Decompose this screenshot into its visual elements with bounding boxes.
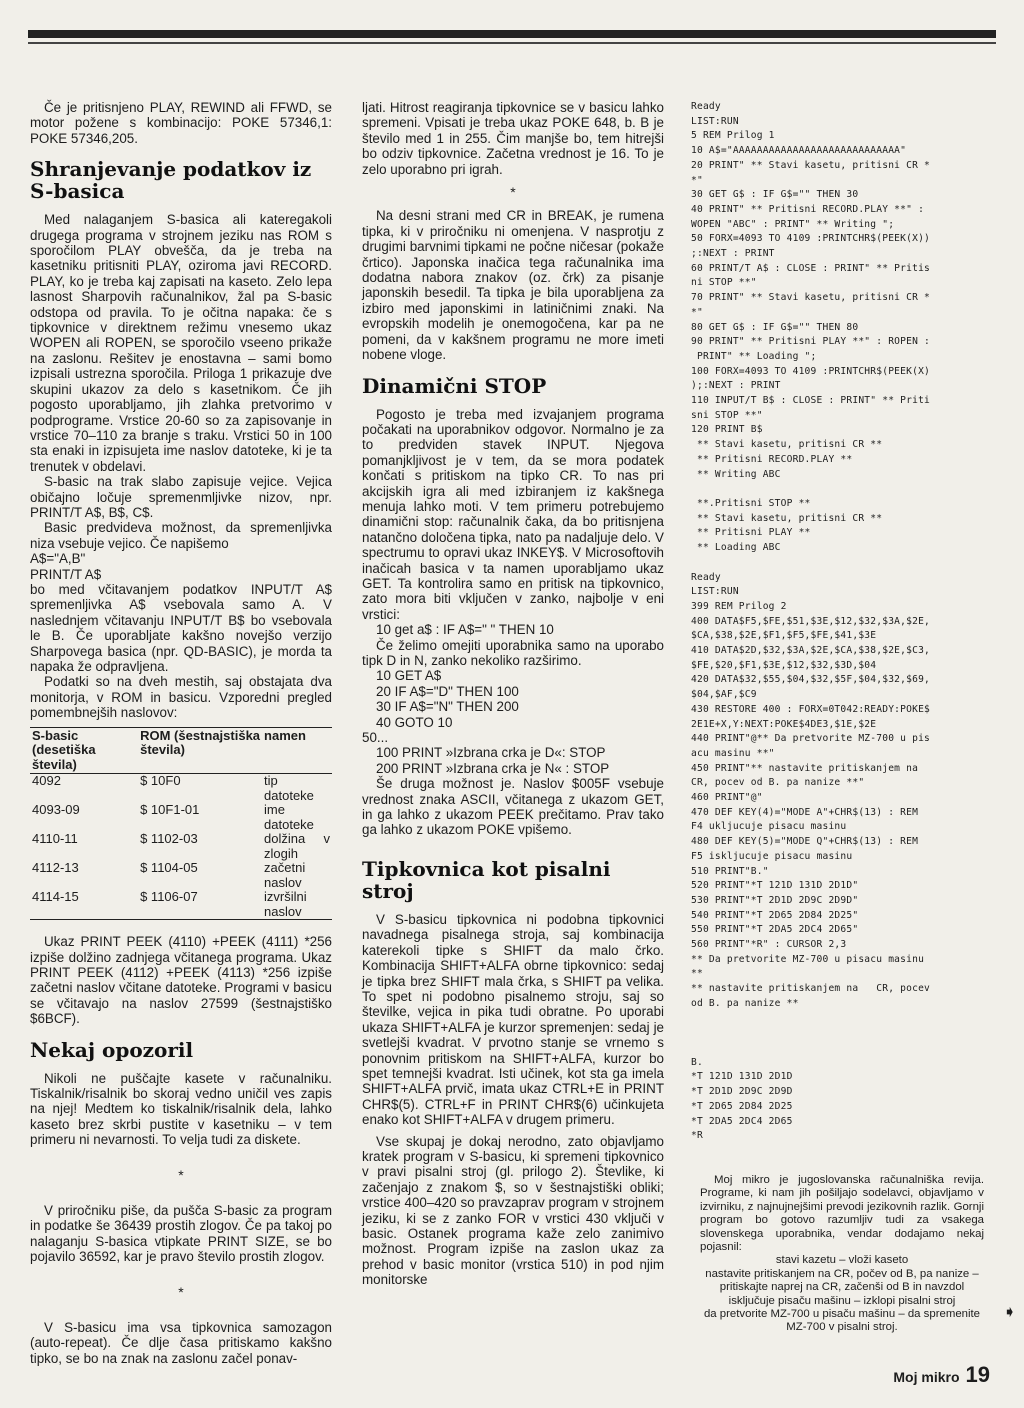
caption-line: stavi kazetu – vloži kaseto — [775, 1254, 909, 1267]
star-separator: * — [510, 184, 516, 201]
paragraph: bo med včitavanjem podatkov INPUT/T A$ spremenljivka A$ vsebovala samo A. V naslednjem včitavanju INPUT/T B$ bo vsebovala le B. Če uporabljate kakšno novejšo verzijo Sharpovega basica (npr. QD-BASIC), je morda ta napaka že odpravljena. — [30, 581, 332, 674]
star-separator: * — [178, 1166, 184, 1183]
table-row — [30, 803, 332, 832]
paragraph: Na desni strani med CR in BREAK, je rumena tipka, ki v priročniku ni omenjena. V nasprotju z drugimi barvnimi tipkami ne počne ničesar (pokaže črtico). Japonska inačica tega računalnika ima dodatna nabora znakov (oz. črk) za pisanje japonskih besedil. Ta tipka je bila uporabljena za izbiro med japonskimi in latiničnimi znaki. Na evropskih modelih je onemogočena, kar pa ne pomeni, da v kakšnem programu ne more imeti nobene vloge. — [362, 208, 664, 363]
code-line: 100 PRINT »Izbrana crka je D«: STOP — [376, 745, 606, 761]
column-header: S-basic (desetiška števila) — [32, 727, 96, 772]
paragraph: Podatki so na dveh mestih, saj obstajata dva monitorja, v ROM in basicu. Vzporedni pregled pomembnejših naslovov: — [30, 674, 332, 721]
table-cell: $ 1104-05 — [140, 860, 198, 876]
column-header: ROM (šestnajstiška števila) — [140, 727, 261, 758]
paragraph: V S-basicu tipkovnica ni podobna tipkovnici navadnega pisalnega stroja, saj kombinacija katerekoli tipke s SHIFT da malo črko. Kombinacija SHIFT+ALFA obrne tipkovnico: sedaj je tipka brez SHIFT mala črka, s SHIFT pa velika. To spet ni podobno pisalnemo stroju, saj so številke, vejica in pika tudi obratne. Po uporabi ukaza SHIFT+ALFA je kurzor spremenjen: sedaj je svetlejši kvadrat. V prvotno stanje se vrnemo s ponovnim pritiskom na SHIFT+ALFA, kurzor bo spet temnejši kvadrat. Isti učinek, kot sta ga imela SHIFT+ALFA prvič, imata ukaz CTRL+E in PRINT CHR$(5). CTRL+F in PRINT CHR$(6) učinkujeta enako kot SHIFT+ALFA v drugem primeru. — [362, 911, 664, 1128]
column-header: namen — [264, 727, 306, 743]
paragraph: V priročniku piše, da pušča S-basic za program in podatke še 36439 prostih zlogov. Če pa takoj po nalaganju S-basica vtipkate PRINT SIZE, se bo pojavilo 36592, kar je pravo število prostih zlogov. — [30, 1203, 332, 1265]
code-line: 50... — [362, 730, 389, 746]
page-number: 19 — [965, 1362, 990, 1387]
table-cell: $ 1102-03 — [140, 831, 198, 847]
code-line: 40 GOTO 10 — [376, 714, 453, 730]
code-line: 10 GET A$ — [376, 668, 442, 684]
table-cell: dolžina v zlogih — [264, 831, 330, 861]
table-cell: izvršilni naslov — [264, 889, 307, 919]
paragraph: V S-basicu ima vsa tipkovnica samozagon (auto-repeat). Če dlje časa pritiskamo kakšno tipko, se bo na znak na zaslonu začel ponav- — [30, 1320, 332, 1366]
address-table — [30, 727, 332, 921]
caption-text: Moj mikro je jugoslovanska računalniška revija. Programe, ki nam jih pošiljajo sodelavci, objavljamo v izvirniku, z najnujnejšimi prevodi jezikovnih razlik. Gornji program bo gotovo razumljiv tudi za vsakega slovenskega uporabnika, vendar dodajamo nekaj pojasnil: — [700, 1174, 984, 1254]
heading-dinamicni-stop: Dinamični STOP — [362, 373, 547, 398]
magazine-name: Moj mikro — [893, 1369, 960, 1385]
paragraph: ljati. Hitrost reagiranja tipkovnice se v basicu lahko spremeni. Vpisati je treba ukaz POKE 648, b. B je število med 1 in 255. Čim manjše bo, tem hitrejši bo odziv tipkovnice. Začetna vrednost je 16. To je zelo uporabno pri igrah. — [362, 100, 664, 177]
top-rule-thin — [28, 42, 996, 44]
table-header-row — [30, 727, 332, 774]
code-line: A$="A,B" — [30, 551, 86, 567]
table-cell: 4114-15 — [32, 889, 79, 905]
table-row — [30, 774, 332, 804]
table-cell: 4112-13 — [32, 860, 79, 876]
heading-shranjevanje: Shranjevanje podatkov iz S-basica — [30, 157, 312, 204]
table-cell: 4110-11 — [32, 831, 78, 847]
top-rule — [28, 30, 996, 38]
column-middle — [362, 100, 664, 1288]
table-row — [30, 861, 332, 890]
code-line: PRINT/T A$ — [30, 566, 102, 582]
page-footer — [893, 1362, 990, 1388]
paragraph: S-basic na trak slabo zapisuje vejice. Vejica običajno ločuje spremenmljivke nizov, npr. PRINT/T A$, B$, C$. — [30, 474, 332, 520]
code-line: 10 get a$ : IF A$=" " THEN 10 — [376, 622, 554, 638]
listing-caption — [700, 1174, 984, 1335]
paragraph: Basic predvideva možnost, da spremenljivka niza vsebuje vejico. Če napišemo — [30, 520, 332, 551]
table-cell: $ 10F0 — [140, 773, 181, 789]
heading-tipkovnica: Tipkovnica kot pisalni stroj — [362, 856, 611, 903]
table-cell: tip datoteke — [264, 773, 314, 803]
program-listing: Ready LIST:RUN 5 REM Prilog 1 10 A$="AAAAAAAAAAAAAAAAAAAAAAAAAAAA" 20 PRINT" ** Stavi kasetu, pritisni CR * *" 30 GET G$ : IF G$="" THEN 30 40 PRINT" ** Pritisni RECORD.PLAY **" : WOPEN "ABC" : PRINT" ** Writing "; 50 FORX=4093 TO 4109 :PRINTCHR$(PEEK(X)) ;:NEXT : PRINT 60 PRINT/T A$ : CLOSE : PRINT" ** Pritis ni STOP **" 70 PRINT" ** Stavi kasetu, pritisni CR * *" 80 GET G$ : IF G$="" THEN 80 90 PRINT" ** Pritisni PLAY **" : ROPEN : PRINT" ** Loading "; 100 FORX=4093 TO 4109 :PRINTCHR$(PEEK(X) );:NEXT : PRINT 110 INPUT/T B$ : CLOSE : PRINT" ** Priti sni STOP **" 120 PRINT B$ ** Stavi kasetu, pritisni CR ** ** Pritisni RECORD.PLAY ** ** Writing ABC **.Pritisni STOP ** ** Stavi kasetu, pritisni CR ** ** Pritisni PLAY ** ** Loading ABC Ready LIST:RUN 399 REM Prilog 2 400 DATA$F5,$FE,$51,$3E,$12,$32,$3A,$2E, $CA,$38,$2E,$F1,$F5,$FE,$41,$3E 410 DATA$2D,$32,$3A,$2E,$CA,$38,$2E,$C3, $FE,$20,$F1,$3E,$12,$32,$3D,$04 420 DATA$32,$55,$04,$32,$5F,$04,$32,$69, $04,$AF,$C9 430 RESTORE 400 : FORX=0T042:READY:POKE$ 2E1E+X,Y:NEXT:POKE$4DE3,$1E,$2E 440 PRINT"@** Da pretvorite MZ-700 u pis acu masinu **" 450 PRINT"** nastavite pritiskanjem na CR, pocev od B. pa nanize **" 460 PRINT"@" 470 DEF KEY(4)="MODE A"+CHR$(13) : REM F4 ukljucuje pisacu masinu 480 DEF KEY(5)="MODE Q"+CHR$(13) : REM F5 iskljucuje pisacu masinu 510 PRINT"B." 520 PRINT"*T 121D 131D 2D1D" 530 PRINT"*T 2D1D 2D9C 2D9D" 540 PRINT"*T 2D65 2D84 2D25" 550 PRINT"*T 2DA5 2DC4 2D65" 560 PRINT"*R" : CURSOR 2,3 ** Da pretvorite MZ-700 u pisacu masinu ** ** nastavite pritiskanjem na CR, pocev od B. pa nanize ** B. *T 121D 131D 2D1D *T 2D1D 2D9C 2D9D *T 2D65 2D84 2D25 *T 2DA5 2DC4 2D65 *R — [691, 101, 931, 1142]
table-cell: $ 1106-07 — [140, 889, 198, 905]
code-line: 20 IF A$="D" THEN 100 — [376, 683, 519, 699]
paragraph: Če želimo omejiti uporabnika samo na uporabo tipk D in N, zanko nekoliko razširimo. — [362, 637, 664, 668]
continue-arrow-icon: ➧ — [1003, 1304, 1017, 1321]
heading-opozoril: Nekaj opozoril — [30, 1037, 194, 1062]
table-cell: $ 10F1-01 — [140, 802, 200, 818]
paragraph: Vse skupaj je dokaj nerodno, zato objavljamo kratek program v S-basicu, ki spremeni tipkovnico v pravi pisalni stroj (gl. prilogo 2). Števlike, ki začenjajo z znakom $, so v šestnajstiški obliki; vrstice 400–420 so pravzaprav program v strojnem jeziku, ki se z zanko FOR v vrstici 430 vključi v basic. Ostanek programa kaže zelo zanimivo možnost. Program izpiše na zaslon ukaz za prehod v basic monitor (vrstica 510) in pod njim monitorske — [362, 1133, 664, 1288]
column-left — [30, 100, 332, 1366]
paragraph: Nikoli ne puščajte kasete v računalniku. Tiskalnik/risalnik bo skoraj vedno uničil ves zapis na njej! Medtem ko tiskalnik/risalnik dela, lahko kaseto brez skrbi pustite v kasetniku – v tem primeru ni nevarnosti. To velja tudi za diskete. — [30, 1070, 332, 1148]
table-cell: 4093-09 — [32, 802, 80, 818]
paragraph: Še druga možnost je. Naslov $005F vsebuje vrednost znaka ASCII, včitanega z ukazom GET, in ga lahko z ukazom PEEK prečitamo. Prav tako ga lahko z ukazom POKE vpišemo. — [362, 776, 664, 838]
code-line: 30 IF A$="N" THEN 200 — [376, 699, 519, 715]
code-line: 200 PRINT »Izbrana crka je N« : STOP — [376, 760, 610, 776]
table-cell: začetni naslov — [264, 860, 306, 890]
caption-line: isključuje pisaču mašinu – izklopi pisalni stroj — [728, 1294, 956, 1307]
paragraph: Ukaz PRINT PEEK (4110) +PEEK (4111) *256 izpiše dolžino zadnjega včitanega programa. Ukaz PRINT PEEK (4112) +PEEK (4113) *256 izpiše začetni naslov včitane datoteke. Programi v basicu se včitavajo na naslov 27599 (šestnajstiško $6BCF). — [30, 934, 332, 1027]
paragraph: Med nalaganjem S-basica ali kateregakoli drugega programa v strojnem jeziku nas ROM s sporočilom PLAY obvešča, da je treba na kasetniku pritisniti PLAY, oziroma javi RECORD. PLAY, ko je treba kaj zapisati na kaseto. Zelo lepa lasnost Sharpovih računalnikov, žal pa S-basic odstopa od pravila. To je očitna napaka: če s tipkovnice v direktnem režimu vnesemo ukaz WOPEN ali ROPEN, se sporočilo vseeno prikaže na zaslonu. Rešitev je enostavna – sami bomo izpisali ustrezna sporočila. Priloga 1 prikazuje dve skupini ukazov za delo s kasetnikom. Če jih pogosto uporabljamo, jih zlahka pretvorimo v podprograme. Vrstice 20-60 so za zapisovanje in vrstice 70–110 za branje s traku. Vrstici 50 in 100 sta enaki in izpisujeta ime naslov datoteke, ki je ta trenutek v obdelavi. — [30, 212, 332, 474]
table-row — [30, 890, 332, 920]
caption-line: da pretvorite MZ-700 u pisaču mašinu – da spremenite MZ-700 v pisalni stroj. — [703, 1308, 981, 1334]
star-separator: * — [178, 1283, 184, 1300]
table-row — [30, 832, 332, 861]
table-cell: ime datoteke — [264, 802, 314, 832]
caption-line: nastavite pritiskanjem na CR, počev od B, pa nanize – pritiskajte naprej na CR, začenši od B in navzdol — [705, 1267, 979, 1294]
intro-paragraph: Če je pritisnjeno PLAY, REWIND ali FFWD, se motor požene s kombinacijo: POKE 57346,1: POKE 57346,205. — [30, 100, 332, 146]
table-cell: 4092 — [32, 773, 61, 789]
paragraph: Pogosto je treba med izvajanjem programa počakati na uporabnikov odgovor. Normalno je za to predviden stavek INPUT. Njegova pomanjkljivost je v tem, da se mora podatek končati s pritiskom na tipko CR. To nas pri akcijskih igra ali med izbiranjem iz kakšnega menuja lahko moti. V tem primeru potrebujemo dinamični stop: računalnik čaka, da bo pritisnjena natančno določena tipka, nato pa nadaljuje delo. V spectrumu to opravi ukaz INKEY$. V Microsoftovih inačicah basica v ta namen uporabljamo ukaz GET. Ta kontrolira samo en pritisk na tipkovnico, zato mora biti vključen v zanko, najbolje v eni vrstici: — [362, 406, 664, 622]
